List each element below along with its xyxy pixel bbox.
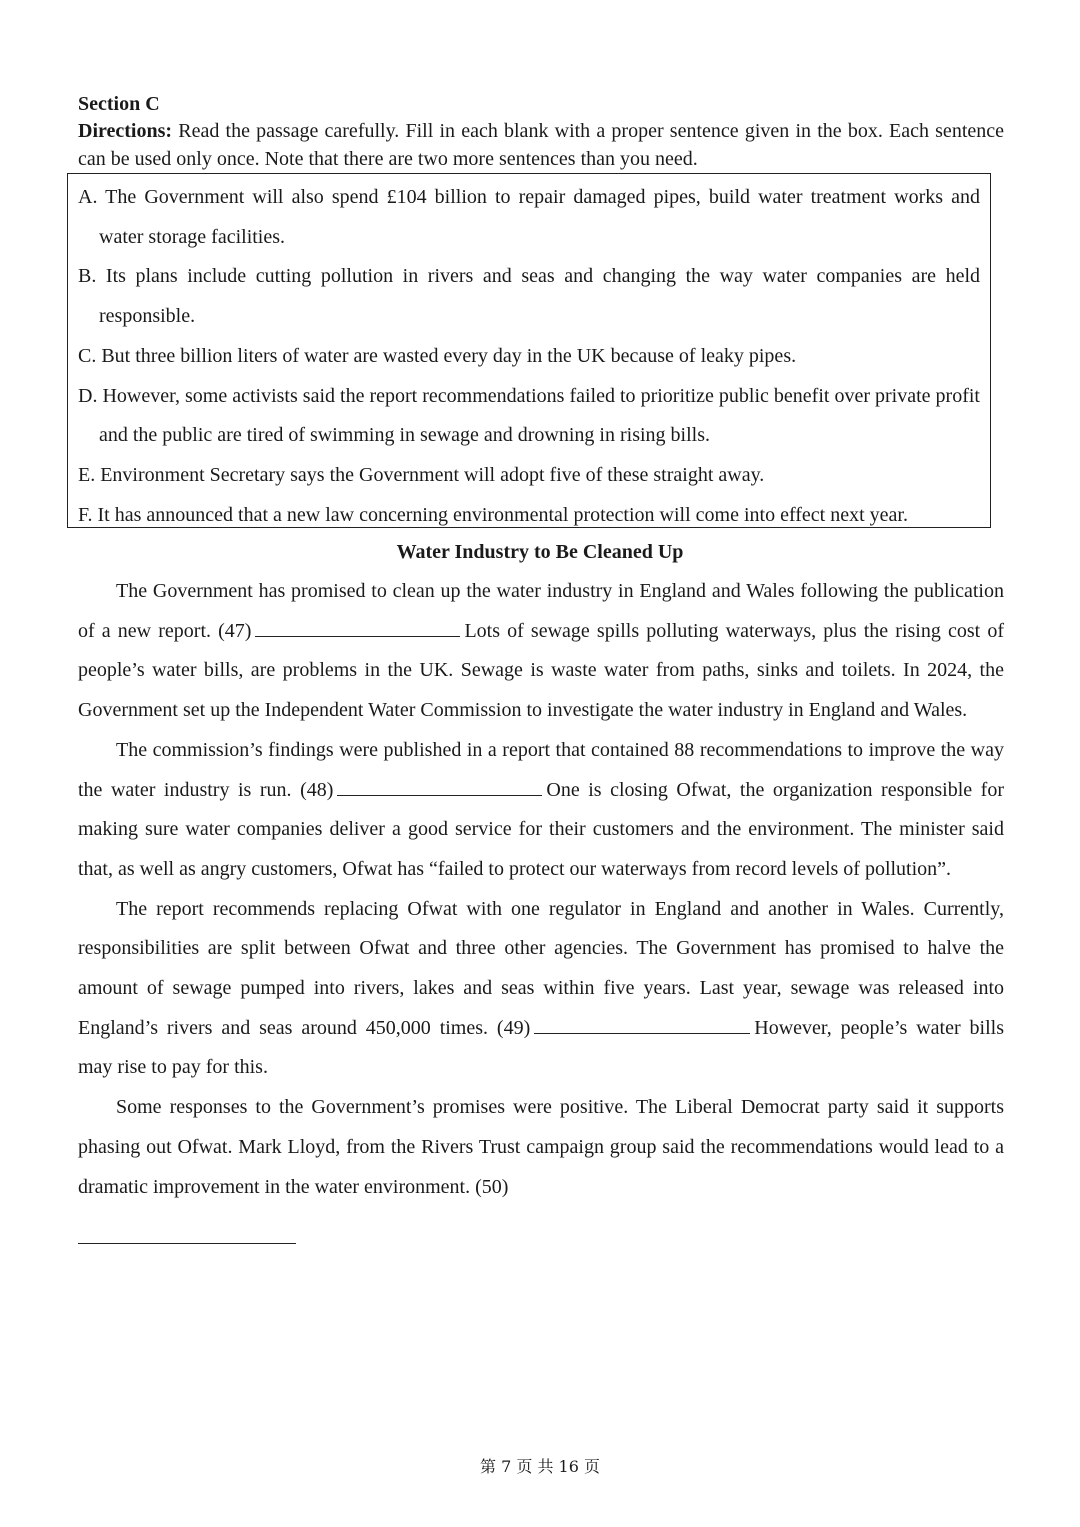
option-d: D. However, some activists said the report recommendations failed to prioritize public benefit over private profit and the public are tired of swimming in sewage and drowning in rising bills. <box>78 384 980 447</box>
directions <box>78 117 1004 173</box>
paragraph-1-end: Lots of sewage spills polluting waterways, plus the rising cost of people’s water bills, are problems in the UK. Sewage is waste water from paths, sinks and toilets. In 2024, the Government set up the Independent Water Commission to investigate the water industry in England and Wales. <box>78 619 1004 722</box>
options-box <box>67 173 991 528</box>
paragraph-1-start: The Government has promised to clean up the water industry in England and Wales following the publication of a new report. (47) <box>78 580 1004 642</box>
paragraph-3 <box>78 890 1004 1089</box>
paragraph-1 <box>78 572 1004 731</box>
directions-text: Read the passage carefully. Fill in each blank with a proper sentence given in the box. Each sentence can be used only once. Note that there are two more sentences than you need. <box>78 120 1004 170</box>
paragraph-4 <box>78 1088 1004 1207</box>
option-a: A. The Government will also spend £104 billion to repair damaged pipes, build water treatment works and water storage facilities. <box>78 186 980 248</box>
option-f: F. It has announced that a new law concerning environmental protection will come into effect next year. <box>78 503 908 526</box>
blank-50[interactable] <box>78 1207 296 1244</box>
blank-47[interactable] <box>255 614 460 637</box>
option-b: B. Its plans include cutting pollution in rivers and seas and changing the way water companies are held responsible. <box>78 265 980 328</box>
directions-label: Directions: <box>78 120 173 142</box>
passage-title: Water Industry to Be Cleaned Up <box>396 541 684 563</box>
blank-48[interactable] <box>337 773 542 796</box>
blank-49[interactable] <box>534 1011 750 1034</box>
section-heading: Section C <box>78 93 160 115</box>
paragraph-2-start: The commission’s findings were published in a report that contained 88 recommendations to improve the way the water industry is run. (48) <box>78 738 1004 801</box>
paragraph-3-start: The report recommends replacing Ofwat with one regulator in England and another in Wales. Currently, responsibilities are split between Ofwat and three other agencies. The Government has promised to halve the amount of sewage pumped into rivers, lakes and seas within five years. Last year, sewage was released into England’s rivers and seas around 450,000 times. (49) <box>78 897 1004 1039</box>
page-number: 第 7 页 共 16 页 <box>480 1457 600 1476</box>
paragraph-2-end: One is closing Ofwat, the organization responsible for making sure water companies deliver a good service for their customers and the environment. The minister said that, as well as angry customers, Ofwat has “failed to protect our waterways from record levels of pollution”. <box>78 778 1004 880</box>
paragraph-3-end: However, people’s water bills may rise to pay for this. <box>78 1016 1004 1079</box>
option-c: C. But three billion liters of water are wasted every day in the UK because of leaky pipes. <box>78 344 797 367</box>
option-e: E. Environment Secretary says the Government will adopt five of these straight away. <box>78 463 765 486</box>
passage <box>78 572 1004 1244</box>
paragraph-4-text: Some responses to the Government’s promises were positive. The Liberal Democrat party said it supports phasing out Ofwat. Mark Lloyd, from the Rivers Trust campaign group said the recommendations would lead to a dramatic improvement in the water environment. (50) <box>78 1096 1004 1198</box>
paragraph-2 <box>78 731 1004 890</box>
